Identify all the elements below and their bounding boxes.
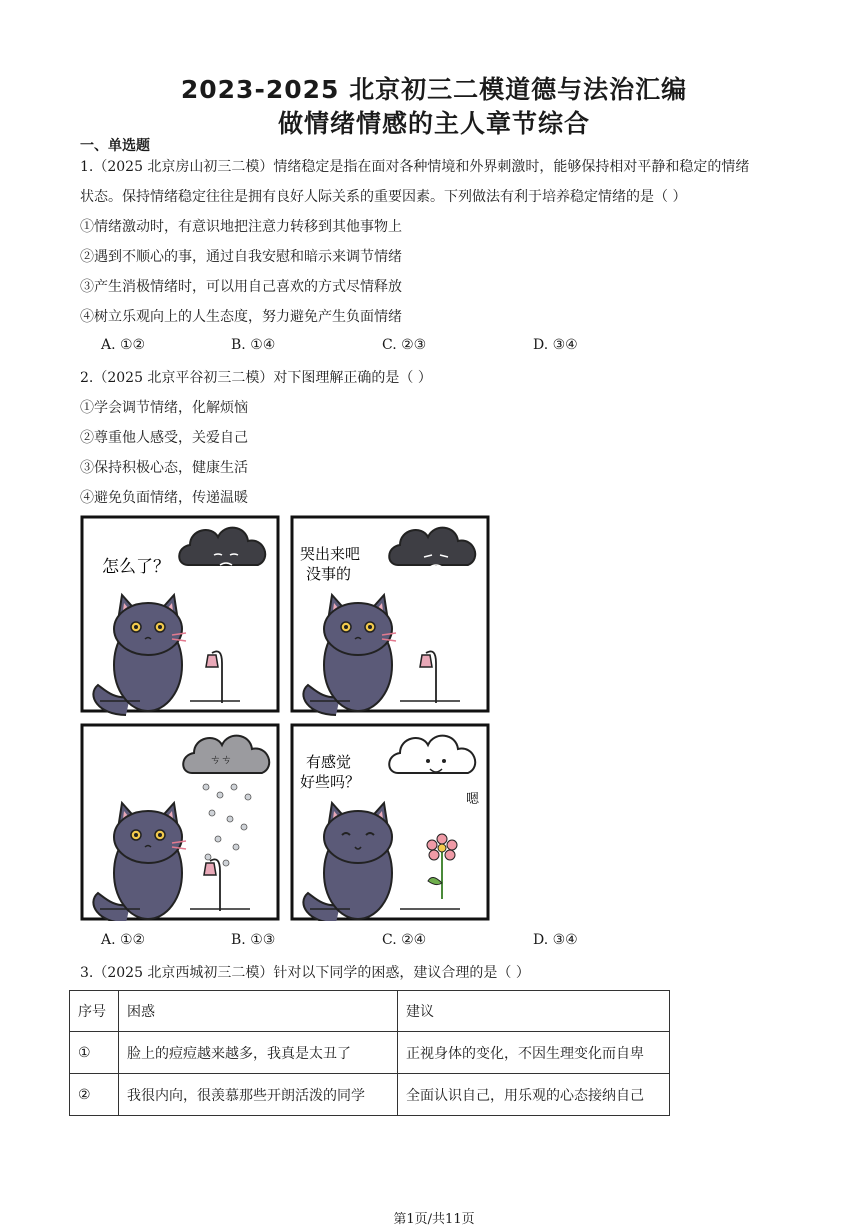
page-footer: 第1页/共11页 [393, 1212, 475, 1227]
q2-item: ④避免负面情绪，传递温暖 [80, 490, 248, 506]
q1-item: ③产生消极情绪时，可以用自己喜欢的方式尽情释放 [80, 279, 402, 295]
q1-item: ②遇到不顺心的事，通过自我安慰和暗示来调节情绪 [80, 249, 402, 265]
table-cell: ① [70, 1032, 119, 1074]
q1-item: ④树立乐观向上的人生态度，努力避免产生负面情绪 [80, 309, 402, 325]
document-subtitle: 做情绪情感的主人章节综合 [277, 109, 590, 138]
q2-item: ③保持积极心态，健康生活 [80, 460, 248, 476]
table-cell: 脸上的痘痘越来越多，我真是太丑了 [119, 1032, 398, 1074]
q3-stem: 3.（2025 北京西城初三二模）针对以下同学的困惑，建议合理的是（ ） [80, 965, 530, 981]
table-cell: 我很内向，很羡慕那些开朗活泼的同学 [119, 1074, 398, 1116]
q1-stem-line1: 1.（2025 北京房山初三二模）情绪稳定是指在面对各种情境和外界刺激时，能够保持相对平静和稳定的情绪 [80, 159, 750, 175]
q2-item: ①学会调节情绪，化解烦恼 [80, 400, 248, 416]
q1-item: ①情绪激动时，有意识地把注意力转移到其他事物上 [80, 219, 402, 235]
comic-panel-1 [82, 517, 278, 715]
q2-option-b: B. ①③ [231, 932, 276, 948]
q2-option-a: A. ①② [101, 932, 146, 948]
table-cell: 正视身体的变化，不因生理变化而自卑 [398, 1032, 670, 1074]
table-cell: 全面认识自己，用乐观的心态接纳自己 [398, 1074, 670, 1116]
table-cell: ② [70, 1074, 119, 1116]
q1-option-a: A. ①② [101, 337, 146, 353]
q1-option-b: B. ①④ [231, 337, 276, 353]
panel3-cloud-text: ㄘㄘ [210, 753, 232, 766]
q2-option-c: C. ②④ [382, 932, 427, 948]
q1-option-d: D. ③④ [533, 337, 578, 353]
q1-stem-line2: 状态。保持情绪稳定往往是拥有良好人际关系的重要因素。下列做法有利于培养稳定情绪的是（ ） [80, 189, 687, 205]
q2-item: ②尊重他人感受，关爱自己 [80, 430, 248, 446]
comic-panel-2 [292, 517, 488, 715]
table-header-cell: 建议 [398, 991, 670, 1032]
document-title: 2023-2025 北京初三二模道德与法治汇编 [180, 75, 688, 104]
q2-stem: 2.（2025 北京平谷初三二模）对下图理解正确的是（ ） [80, 370, 432, 386]
panel2-speech: 哭出来吧 [300, 545, 361, 563]
section-heading: 一、单选题 [80, 138, 150, 154]
comic-strip [80, 515, 490, 921]
panel4-reply: 嗯 [466, 792, 480, 807]
table-header-cell: 困惑 [119, 991, 398, 1032]
comic-panel-3 [82, 725, 278, 921]
panel4-speech: 有感觉 [306, 753, 352, 771]
q1-option-c: C. ②③ [382, 337, 427, 353]
table-header-cell: 序号 [70, 991, 119, 1032]
panel1-speech: 怎么了？ [102, 557, 170, 577]
comic-panel-4 [292, 725, 488, 921]
table-row [70, 1032, 670, 1074]
panel4-speech: 好些吗？ [300, 773, 361, 791]
q2-option-d: D. ③④ [533, 932, 578, 948]
table-row [70, 1074, 670, 1116]
q3-table [69, 990, 670, 1116]
panel2-speech: 没事的 [306, 565, 352, 583]
table-header-row [70, 991, 670, 1032]
